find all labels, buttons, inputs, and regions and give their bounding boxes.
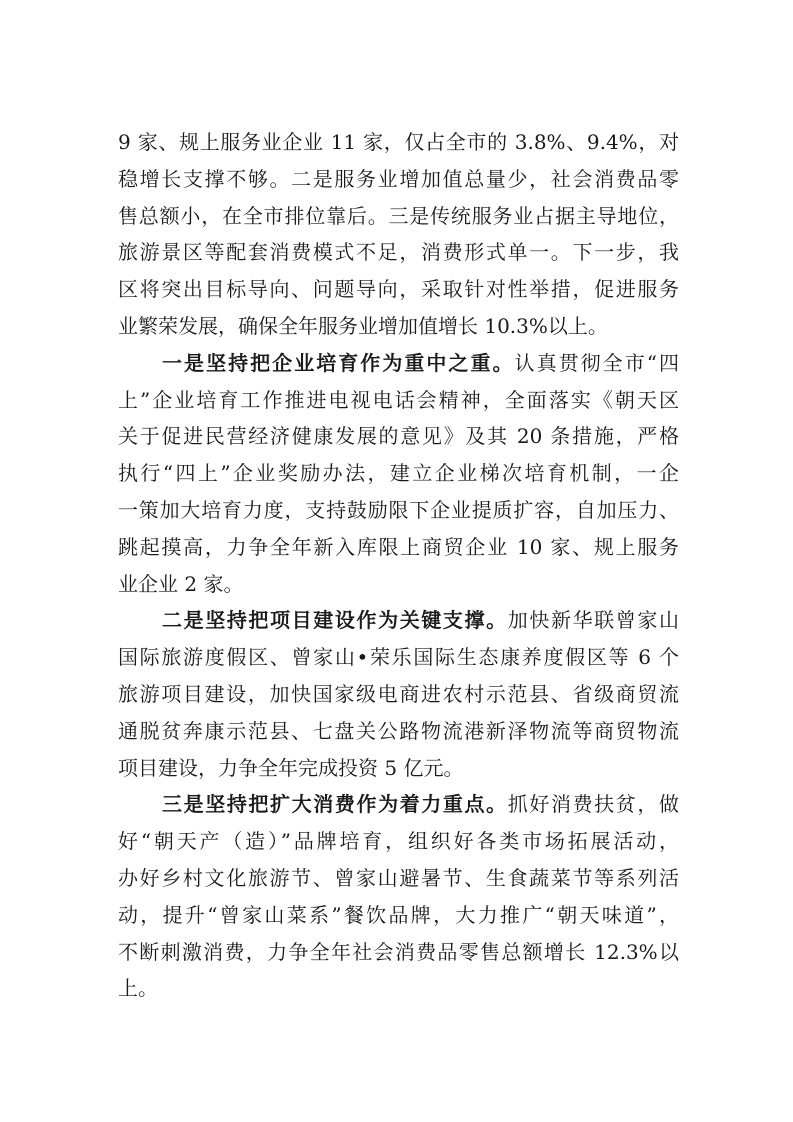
line-text: 抓好消费扶贫，做 <box>507 792 680 817</box>
line-text: 好“朝天产（造）”品牌培育，组织好各类市场拓展活动， <box>118 829 679 854</box>
text-line <box>118 198 679 235</box>
text-line <box>118 382 679 419</box>
paragraph-lead-heading: 一是坚持把企业培育作为重中之重。 <box>162 350 515 375</box>
text-line <box>118 750 679 787</box>
text-line <box>118 602 679 639</box>
text-line <box>118 308 679 345</box>
text-line <box>118 234 679 271</box>
line-text: 9 家、规上服务业企业 11 家，仅占全市的 3.8%、9.4%，对 <box>118 130 679 154</box>
text-line <box>118 823 679 860</box>
text-line <box>118 529 679 566</box>
text-line <box>118 418 679 455</box>
line-text: 关于促进民营经济健康发展的意见》及其 20 条措施，严格 <box>118 424 679 449</box>
document-body <box>118 124 679 1007</box>
text-line <box>118 566 679 603</box>
paragraph <box>118 602 679 786</box>
text-line <box>118 934 679 971</box>
paragraph-lead-heading: 三是坚持把扩大消费作为着力重点。 <box>162 792 508 817</box>
line-text: 动，提升“曾家山菜系”餐饮品牌，大力推广“朝天味道”， <box>118 902 679 927</box>
line-text: 不断刺激消费，力争全年社会消费品零售总额增长 12.3%以 <box>118 939 679 964</box>
line-text: 通脱贫奔康示范县、七盘关公路物流港新泽物流等商贸物流 <box>118 718 679 743</box>
line-text: 执行“四上”企业奖励办法，建立企业梯次培育机制，一企 <box>118 461 679 486</box>
line-text: 加快新华联曾家山 <box>507 608 680 633</box>
line-text: 售总额小，在全市排位靠后。三是传统服务业占据主导地位， <box>118 203 679 228</box>
text-line <box>118 676 679 713</box>
text-line <box>118 345 679 382</box>
line-text: 旅游项目建设，加快国家级电商进农村示范县、省级商贸流 <box>118 681 679 706</box>
text-line <box>118 786 679 823</box>
line-text: 稳增长支撑不够。二是服务业增加值总量少，社会消费品零 <box>118 166 679 191</box>
text-line <box>118 455 679 492</box>
line-text: 跳起摸高，力争全年新入库限上商贸企业 10 家、规上服务 <box>118 534 679 559</box>
line-text: 旅游景区等配套消费模式不足，消费形式单一。下一步，我 <box>118 240 679 265</box>
line-text: 业企业 2 家。 <box>118 571 244 596</box>
text-line <box>118 271 679 308</box>
text-line <box>118 897 679 934</box>
text-line <box>118 713 679 750</box>
line-text: 区将突出目标导向、问题导向，采取针对性举措，促进服务 <box>118 277 679 302</box>
line-text: 认真贯彻全市“四 <box>514 350 680 375</box>
line-text: 上。 <box>118 976 158 1001</box>
line-text: 上”企业培育工作推进电视电话会精神，全面落实《朝天区 <box>118 387 679 412</box>
paragraph-lead-heading: 二是坚持把项目建设作为关键支撑。 <box>162 608 508 633</box>
text-line <box>118 492 679 529</box>
text-line <box>118 860 679 897</box>
line-text: 办好乡村文化旅游节、曾家山避暑节、生食蔬菜节等系列活 <box>118 865 679 890</box>
text-line <box>118 639 679 676</box>
paragraph <box>118 345 679 603</box>
line-text: 项目建设，力争全年完成投资 5 亿元。 <box>118 755 464 780</box>
text-line <box>118 124 679 161</box>
text-line <box>118 970 679 1007</box>
line-text: 一策加大培育力度，支持鼓励限下企业提质扩容，自加压力、 <box>118 497 679 522</box>
line-text: 业繁荣发展，确保全年服务业增加值增长 10.3%以上。 <box>118 313 608 338</box>
paragraph <box>118 124 679 345</box>
paragraph <box>118 786 679 1007</box>
text-line <box>118 161 679 198</box>
line-text: 国际旅游度假区、曾家山•荣乐国际生态康养度假区等 6 个 <box>118 645 679 670</box>
